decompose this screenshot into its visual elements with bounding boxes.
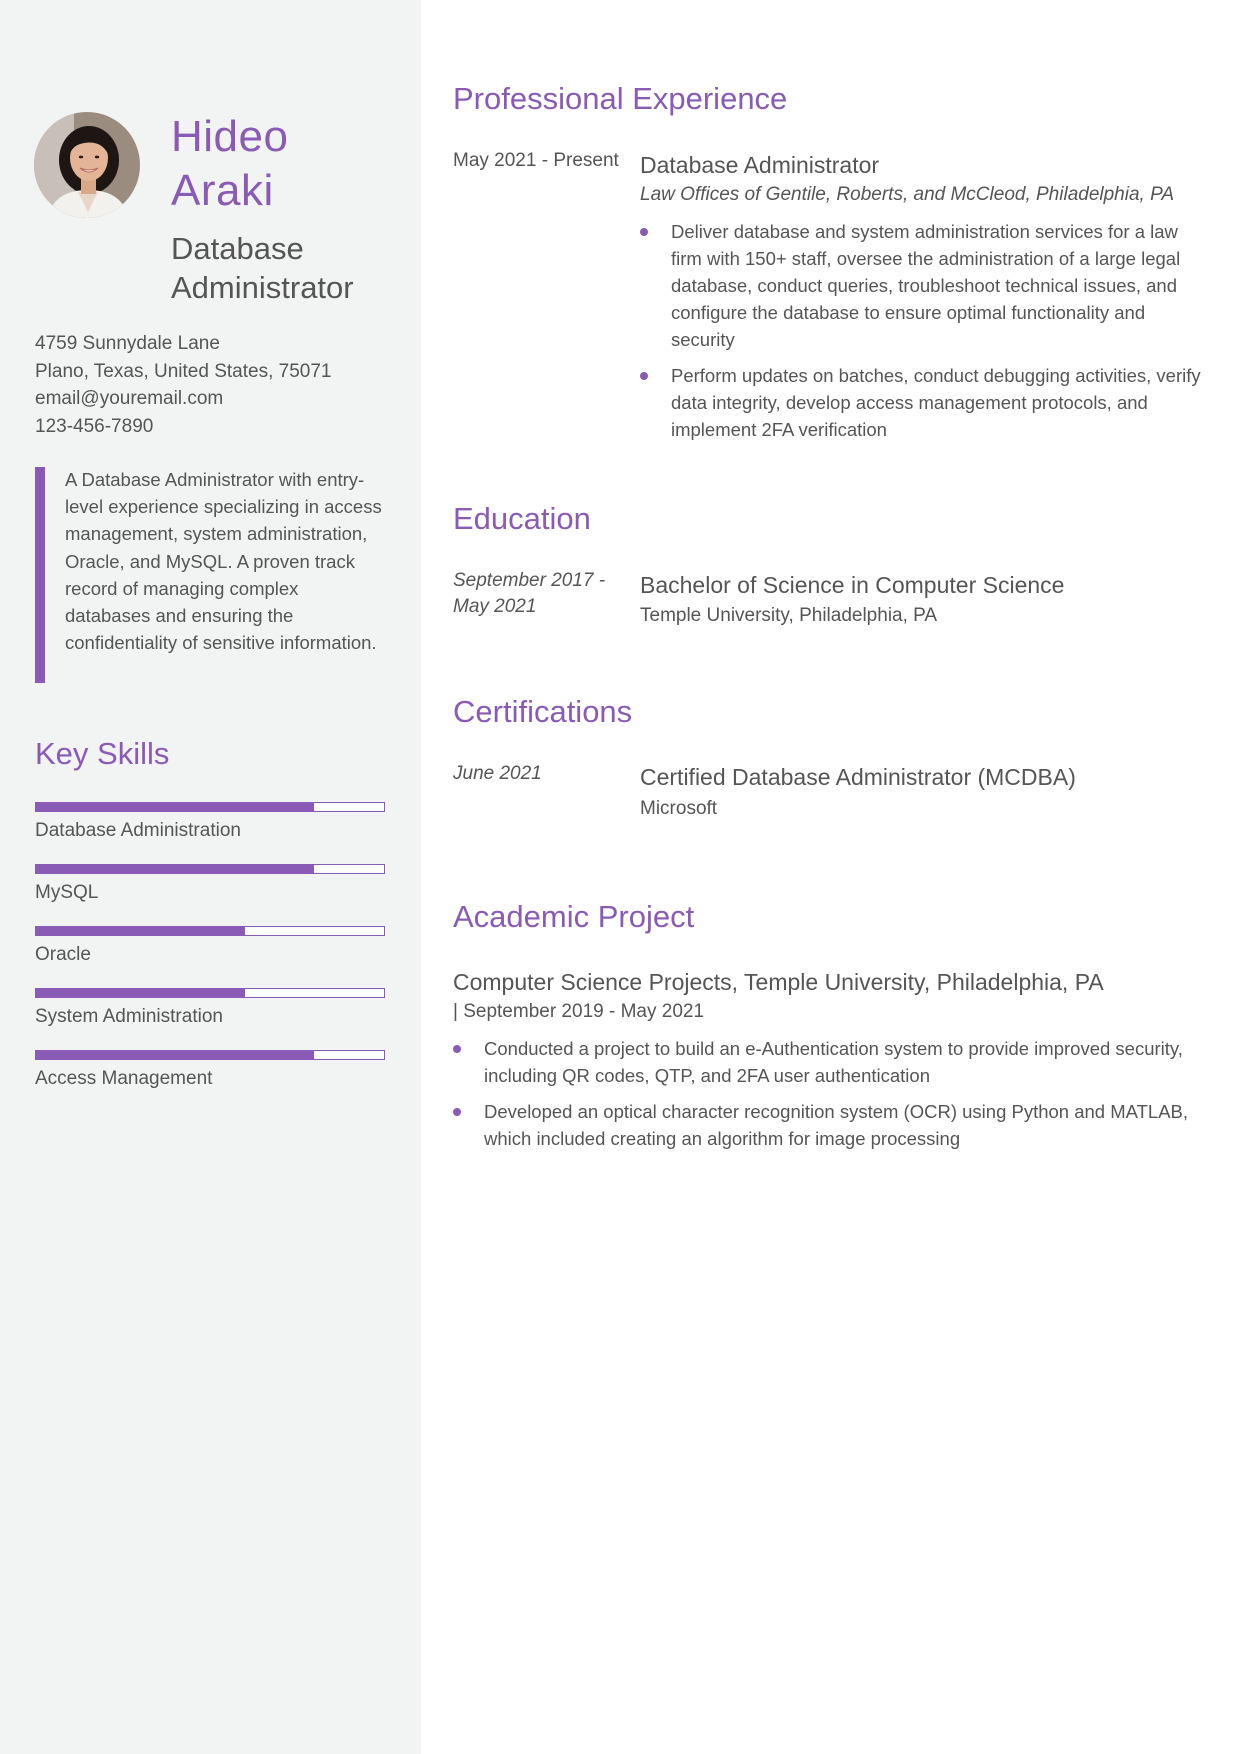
address-line1: 4759 Sunnydale Lane <box>35 333 220 354</box>
education-school: Temple University, Philadelphia, PA <box>640 605 938 626</box>
skill-item <box>35 988 385 1050</box>
certification-title: Certified Database Administrator (MCDBA) <box>640 764 1076 790</box>
skills-heading: Key Skills <box>35 736 170 771</box>
job-title-line2: Administrator <box>171 270 354 305</box>
list-item <box>640 362 1205 443</box>
education-degree: Bachelor of Science in Computer Science <box>640 572 1065 598</box>
project-dates: | September 2019 - May 2021 <box>453 1001 705 1022</box>
skills-list <box>35 802 385 1112</box>
skill-label: Database Administration <box>35 820 241 841</box>
job-title-line1: Database <box>171 231 304 266</box>
list-item <box>640 218 1205 353</box>
experience-bullets <box>640 218 1205 452</box>
experience-company: Law Offices of Gentile, Roberts, and McCleod, Philadelphia, PA <box>640 184 1175 205</box>
skill-label: Oracle <box>35 944 91 965</box>
bullet-dot-icon <box>453 1108 461 1116</box>
skill-label: Access Management <box>35 1068 213 1089</box>
skill-bar <box>35 926 385 936</box>
skill-item <box>35 1050 385 1112</box>
skill-bar <box>35 802 385 812</box>
skill-bar-fill <box>36 989 245 997</box>
avatar <box>34 112 140 218</box>
bullet-dot-icon <box>453 1045 461 1053</box>
bullet-text: Developed an optical character recognition system (OCR) using Python and MATLAB, which included creating an algorithm for image processing <box>484 1101 1189 1149</box>
experience-title: Database Administrator <box>640 152 880 178</box>
project-heading: Academic Project <box>453 899 695 934</box>
skill-bar-fill <box>36 1051 314 1059</box>
skill-bar <box>35 1050 385 1060</box>
education-date-start: September 2017 - <box>453 570 606 591</box>
skill-item <box>35 926 385 988</box>
experience-heading: Professional Experience <box>453 81 788 116</box>
education-heading: Education <box>453 501 591 536</box>
skill-bar-fill <box>36 865 314 873</box>
sidebar <box>0 0 421 1754</box>
address-line2: Plano, Texas, United States, 75071 <box>35 360 332 382</box>
skill-item <box>35 864 385 926</box>
certifications-heading: Certifications <box>453 694 633 729</box>
profile-photo <box>34 112 140 218</box>
bullet-text: Deliver database and system administration services for a law firm with 150+ staff, oversee the administration of a large legal database, conduct queries, troubleshoot technical issues, and configure the database to ensure optimal functionality and security <box>671 221 1181 350</box>
skill-label: MySQL <box>35 882 99 903</box>
bullet-dot-icon <box>640 372 648 380</box>
certification-issuer: Microsoft <box>640 798 718 819</box>
bullet-dot-icon <box>640 228 648 236</box>
project-bullets <box>453 1035 1205 1161</box>
bullet-text: Conducted a project to build an e-Authentication system to provide improved security, including QR codes, QTP, and 2FA user authentication <box>484 1038 1183 1086</box>
email[interactable]: email@youremail.com <box>35 388 224 409</box>
summary: A Database Administrator with entry-level experience specializing in access management, system administration, Oracle, and MySQL. A proven track record of managing complex databases and ensuring the confidentiality of sensitive information. <box>65 469 382 654</box>
list-item <box>453 1035 1205 1089</box>
name-first: Hideo <box>171 112 289 161</box>
phone[interactable]: 123-456-7890 <box>35 415 154 437</box>
skill-label: System Administration <box>35 1006 223 1027</box>
skill-item <box>35 802 385 864</box>
name-last: Araki <box>171 166 274 215</box>
experience-date: May 2021 - Present <box>453 150 619 171</box>
contact-info <box>35 330 331 440</box>
skill-bar <box>35 864 385 874</box>
certification-date: June 2021 <box>453 763 542 784</box>
skill-bar-fill <box>36 803 314 811</box>
bullet-text: Perform updates on batches, conduct debugging activities, verify data integrity, develop access management protocols, and implement 2FA verification <box>671 365 1201 440</box>
list-item <box>453 1098 1205 1152</box>
summary-accent-bar <box>35 467 45 683</box>
skill-bar <box>35 988 385 998</box>
skill-bar-fill <box>36 927 245 935</box>
education-date-end: May 2021 <box>453 596 537 617</box>
project-title: Computer Science Projects, Temple University, Philadelphia, PA <box>453 969 1104 995</box>
